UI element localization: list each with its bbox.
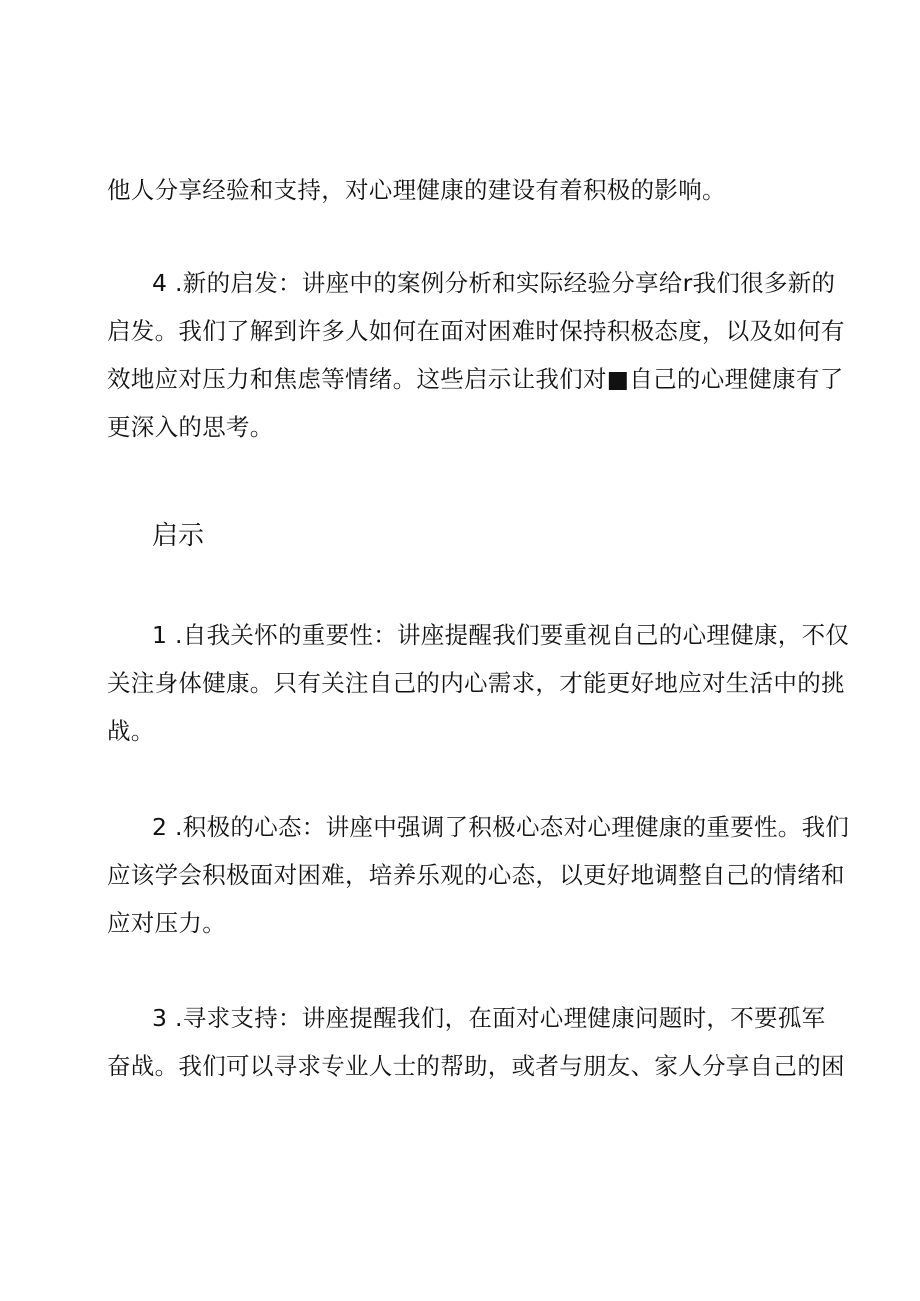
paragraph-line: 奋战。我们可以寻求专业人士的帮助，或者与朋友、家人分享自己的困 xyxy=(107,1052,845,1080)
paragraph-line: 启发。我们了解到许多人如何在面对困难时保持积极态度，以及如何有 xyxy=(107,317,845,345)
paragraph-line: 他人分享经验和支持，对心理健康的建设有着积极的影响。 xyxy=(107,176,726,204)
section-heading: 启示 xyxy=(152,521,205,551)
paragraph-line: 2 .积极的心态：讲座中强调了积极心态对心理健康的重要性。我们 xyxy=(152,813,850,841)
paragraph-line: 效地应对压力和焦虑等情绪。这些启示让我们对■自己的心理健康有了 xyxy=(107,365,844,393)
paragraph-line: 更深入的思考。 xyxy=(107,413,274,441)
paragraph-line: 应该学会积极面对困难，培养乐观的心态，以更好地调整自己的情绪和 xyxy=(107,861,845,889)
paragraph-line: 应对压力。 xyxy=(107,909,226,937)
paragraph-line: 4 .新的启发：讲座中的案例分析和实际经验分享给r我们很多新的 xyxy=(152,269,836,297)
paragraph-line: 战。 xyxy=(107,717,155,745)
paragraph-line: 3 .寻求支持：讲座提醒我们，在面对心理健康问题时，不要孤军 xyxy=(152,1004,826,1032)
paragraph-line: 1 .自我关怀的重要性：讲座提醒我们要重视自己的心理健康，不仅 xyxy=(152,621,850,649)
paragraph-line: 关注身体健康。只有关注自己的内心需求，才能更好地应对生活中的挑 xyxy=(107,669,845,697)
